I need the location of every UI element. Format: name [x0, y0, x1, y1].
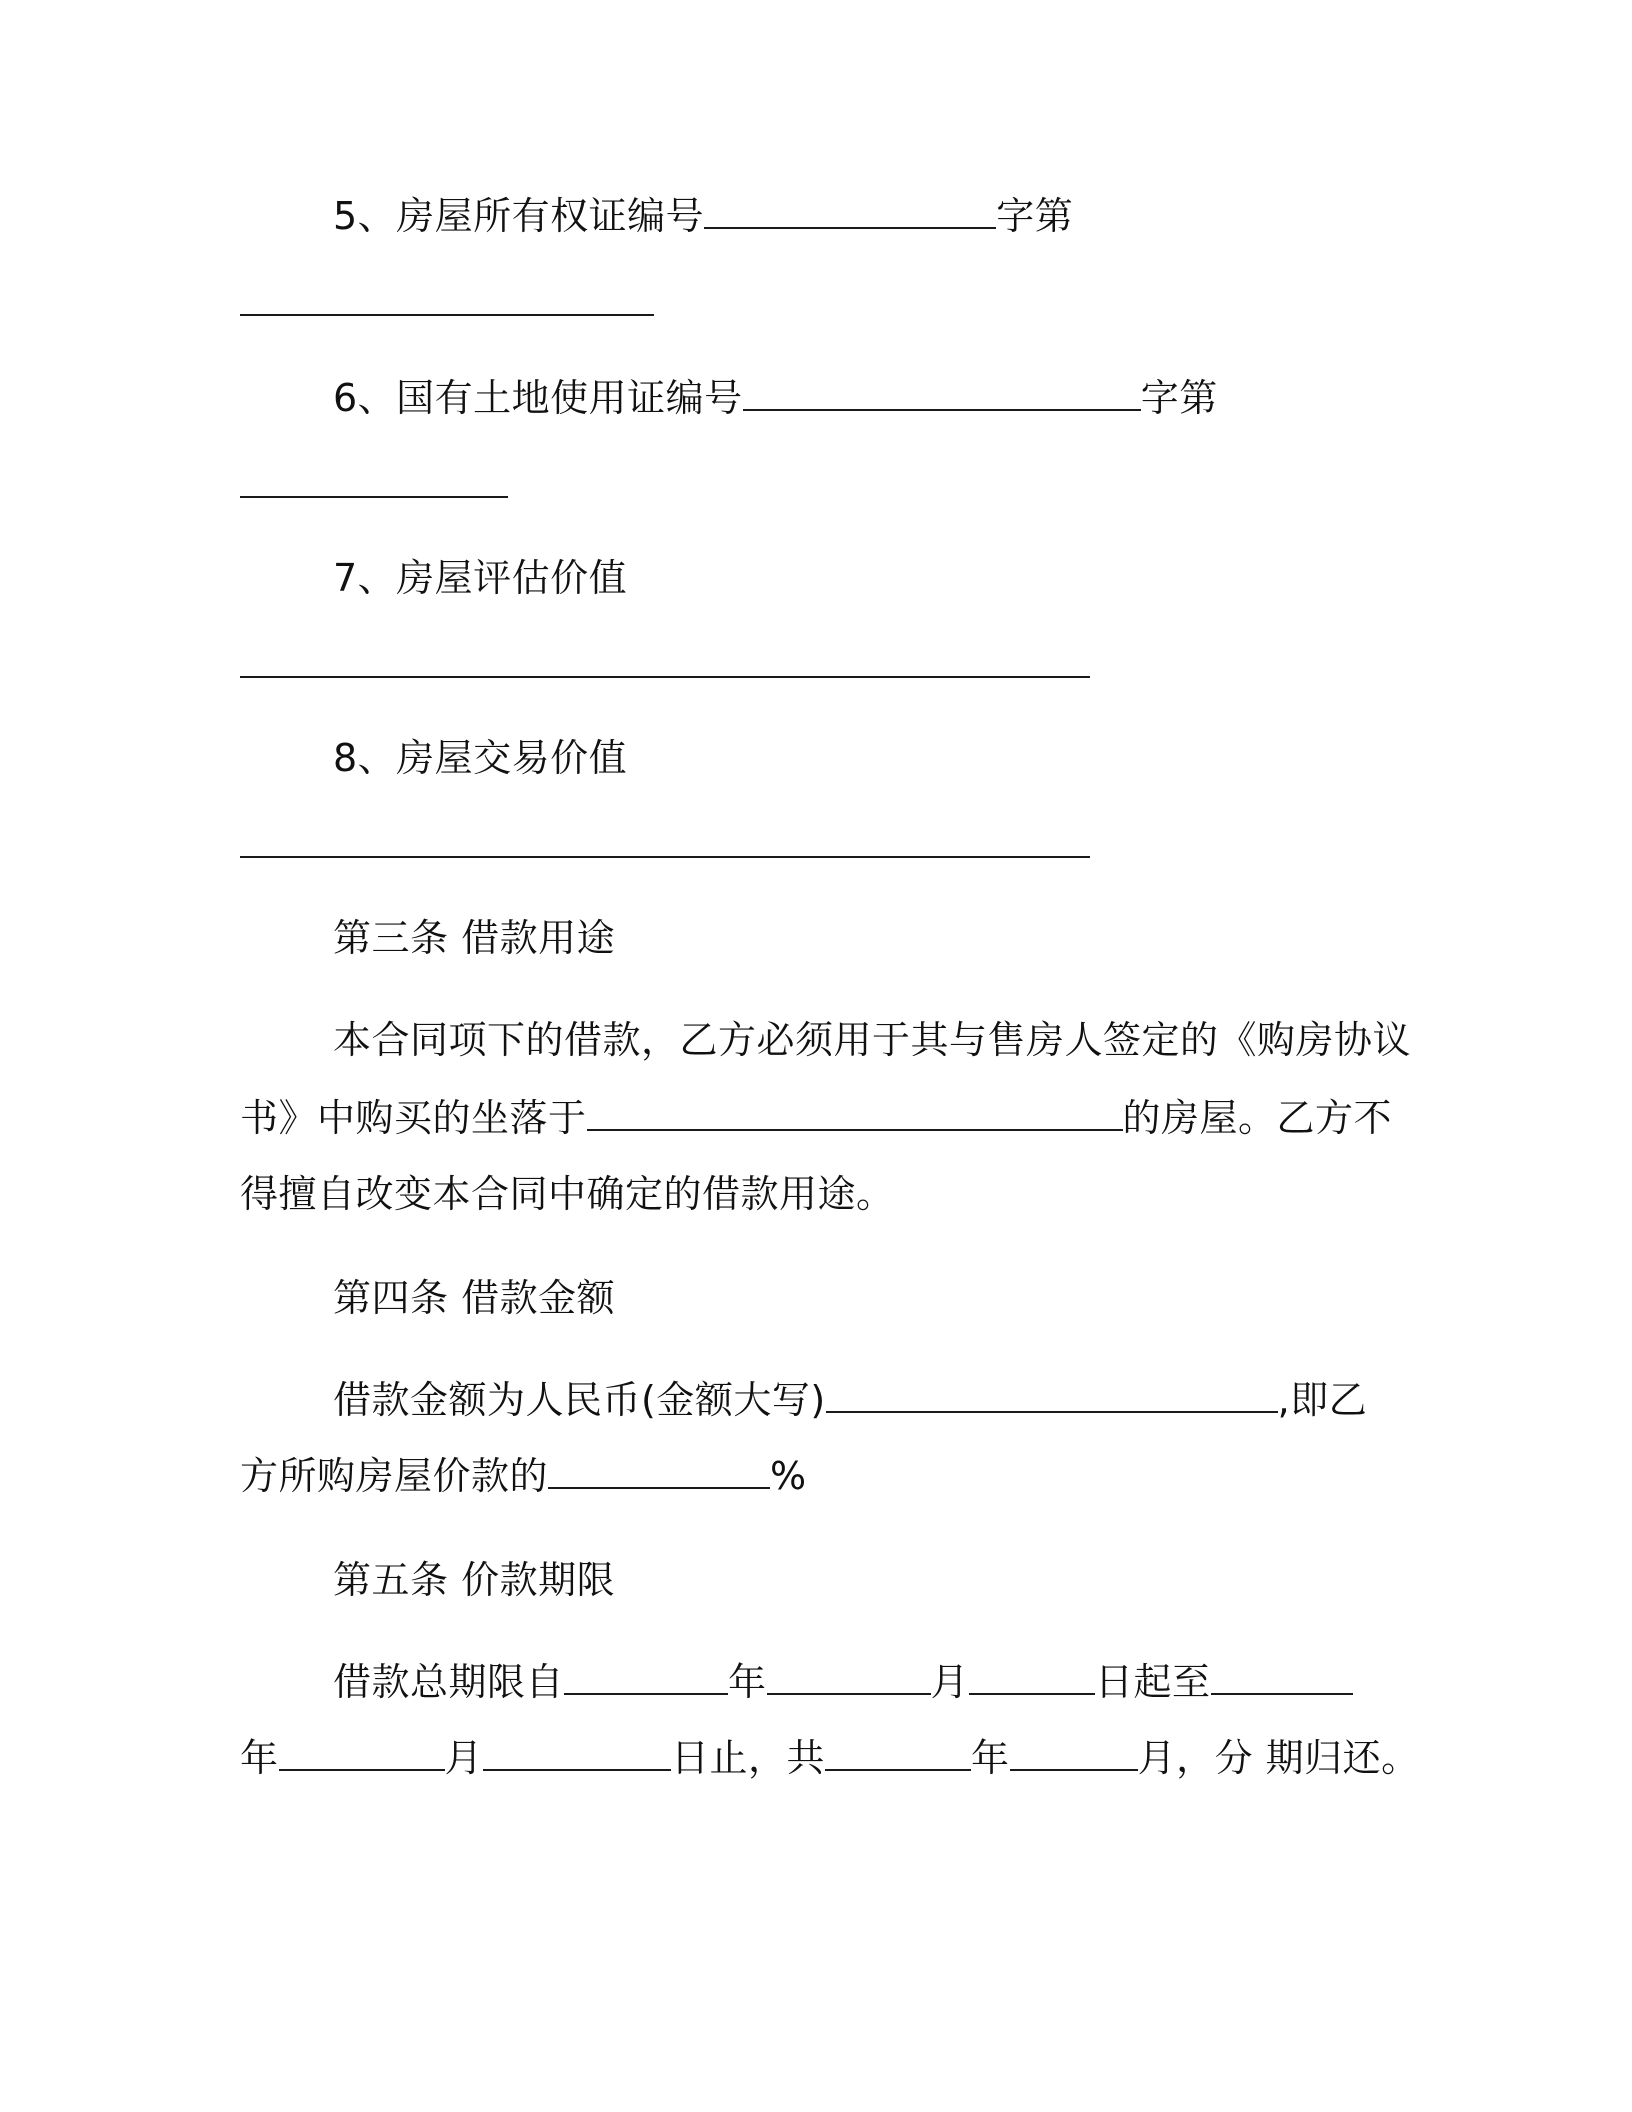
land-cert-number-blank[interactable] [743, 375, 1141, 411]
end-day-blank[interactable] [483, 1735, 671, 1771]
start-day-unit: 日起至 [1095, 1660, 1211, 1704]
house-cert-label: 5、房屋所有权证编号 [333, 194, 705, 238]
article3-line1: 本合同项下的借款，乙方必须用于其与售房人签定的《购房协议 [333, 1018, 1412, 1062]
transaction-value-blank[interactable] [240, 856, 1090, 858]
end-month-blank[interactable] [279, 1735, 445, 1771]
house-cert-sequence-blank[interactable] [240, 314, 654, 316]
land-cert-line [333, 372, 1218, 424]
article5-title: 第五条 价款期限 [333, 1558, 616, 1602]
property-location-blank[interactable] [587, 1095, 1123, 1131]
land-cert-suffix: 字第 [1140, 376, 1218, 420]
percent-sign: % [770, 1454, 807, 1498]
article3-line2-suffix: 的房屋。乙方不 [1122, 1096, 1393, 1140]
appraisal-label: 7、房屋评估价值 [333, 556, 628, 600]
start-year-unit: 年 [728, 1660, 767, 1704]
transaction-label: 8、房屋交易价值 [333, 736, 628, 780]
land-cert-sequence-blank[interactable] [240, 496, 508, 498]
house-cert-number-blank[interactable] [704, 193, 996, 229]
loan-amount-blank[interactable] [826, 1377, 1278, 1413]
article5-line1 [333, 1656, 1353, 1708]
article5-line2 [240, 1732, 1420, 1784]
end-day-unit: 日止，共 [671, 1736, 826, 1780]
term-start-label: 借款总期限自 [333, 1660, 565, 1704]
total-months-blank[interactable] [1010, 1735, 1138, 1771]
loan-ratio-label: 方所购房屋价款的 [240, 1454, 549, 1498]
article3-title: 第三条 借款用途 [333, 916, 616, 960]
article3-line2-prefix: 书》中购买的坐落于 [240, 1096, 587, 1140]
loan-amount-suffix: ,即乙 [1277, 1378, 1368, 1422]
end-year-unit: 年 [240, 1736, 279, 1780]
loan-amount-label: 借款金额为人民币(金额大写) [333, 1378, 826, 1422]
start-year-blank[interactable] [564, 1659, 728, 1695]
repayment-text: 月，分 期归还。 [1137, 1736, 1420, 1780]
house-cert-line [333, 190, 1073, 242]
article4-line2 [240, 1450, 807, 1502]
land-cert-label: 6、国有土地使用证编号 [333, 376, 743, 420]
transaction-line [333, 732, 627, 784]
start-month-unit: 月 [930, 1660, 970, 1704]
start-day-blank[interactable] [969, 1659, 1095, 1695]
house-cert-suffix: 字第 [996, 194, 1074, 238]
article3-line3: 得擅自改变本合同中确定的借款用途。 [240, 1172, 895, 1216]
start-month-blank[interactable] [767, 1659, 931, 1695]
loan-ratio-blank[interactable] [548, 1453, 770, 1489]
article4-line1 [333, 1374, 1367, 1426]
article3-line2 [240, 1092, 1392, 1144]
end-month-unit: 月 [444, 1736, 484, 1780]
appraisal-line [333, 552, 627, 604]
end-year-blank[interactable] [1211, 1659, 1353, 1695]
total-years-blank[interactable] [825, 1735, 971, 1771]
total-years-unit: 年 [971, 1736, 1010, 1780]
article4-title: 第四条 借款金额 [333, 1276, 616, 1320]
appraisal-value-blank[interactable] [240, 676, 1090, 678]
